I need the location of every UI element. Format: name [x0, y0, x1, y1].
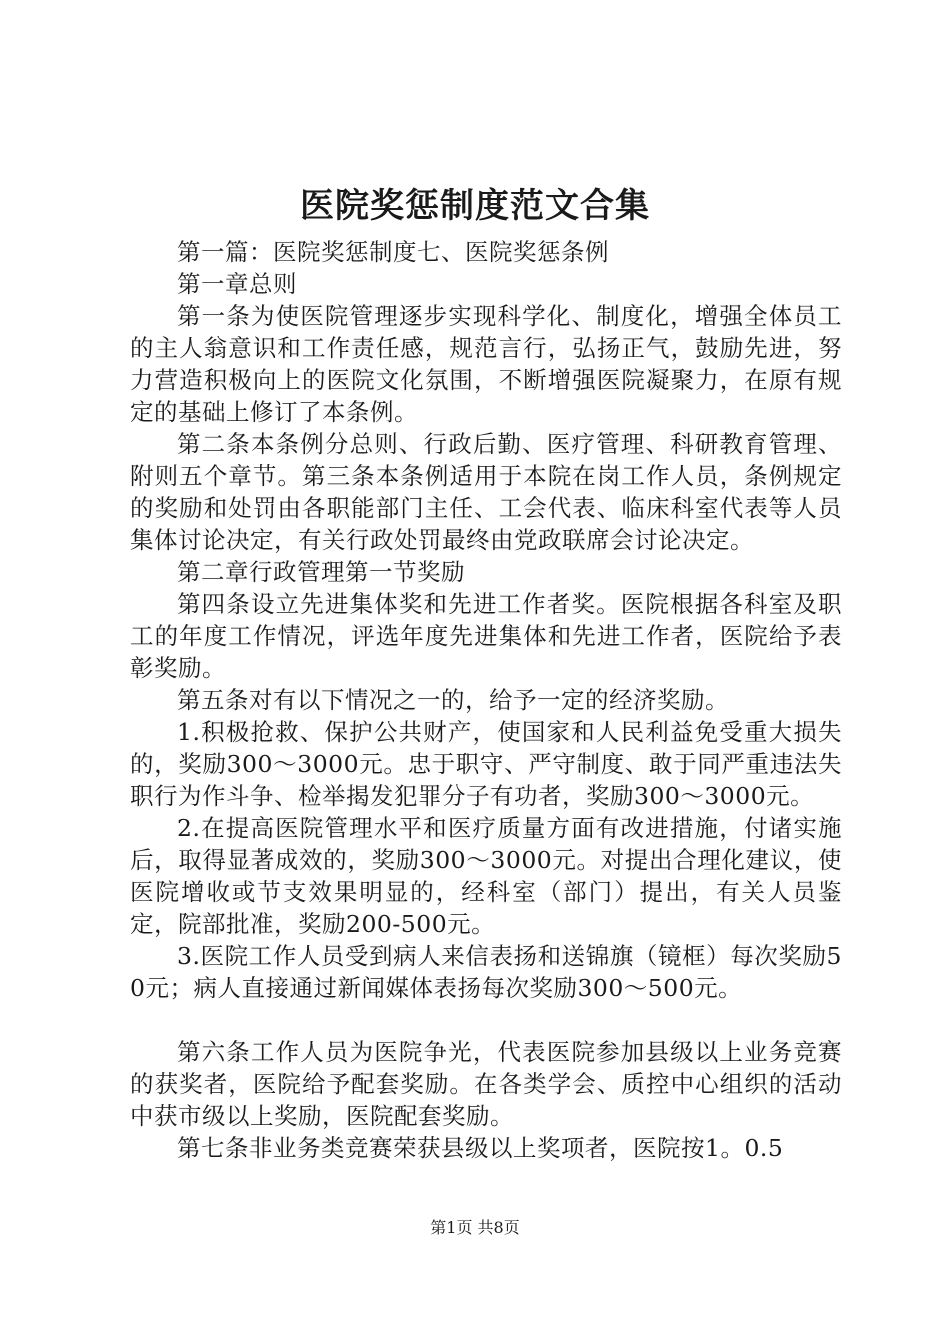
page-footer: 第1页 共8页	[430, 1218, 520, 1237]
document-body	[130, 236, 842, 1164]
paragraph-spacer	[130, 1004, 842, 1036]
paragraph-heading-part-one: 第一篇：医院奖惩制度七、医院奖惩条例	[177, 238, 609, 266]
paragraph-chapter-two: 第二章行政管理第一节奖励	[177, 558, 465, 586]
paragraph-item-two: 2.在提高医院管理水平和医疗质量方面有改进措施，付诸实施后，取得显著成效的，奖励300～3000元。对提出合理化建议，使医院增收或节支效果明显的，经科室（部门）提出，有关人员鉴定，院部批准，奖励200-500元。	[130, 814, 842, 938]
paragraph-item-one: 1.积极抢救、保护公共财产，使国家和人民利益免受重大损失的，奖励300～3000元。忠于职守、严守制度、敢于同严重违法失职行为作斗争、检举揭发犯罪分子有功者，奖励300～3000元。	[130, 718, 842, 810]
paragraph-chapter-one: 第一章总则	[177, 270, 297, 298]
paragraph-article-seven: 第七条非业务类竞赛荣获县级以上奖项者，医院按1。0.5	[177, 1134, 784, 1162]
paragraph-article-four: 第四条设立先进集体奖和先进工作者奖。医院根据各科室及职工的年度工作情况，评选年度先进集体和先进工作者，医院给予表彰奖励。	[130, 590, 842, 682]
paragraph-item-three: 3.医院工作人员受到病人来信表扬和送锦旗（镜框）每次奖励50元；病人直接通过新闻媒体表扬每次奖励300～500元。	[130, 942, 842, 1002]
paragraph-article-one: 第一条为使医院管理逐步实现科学化、制度化，增强全体员工的主人翁意识和工作责任感，规范言行，弘扬正气，鼓励先进，努力营造积极向上的医院文化氛围，不断增强医院凝聚力，在原有规定的基础上修订了本条例。	[130, 302, 842, 426]
document-title: 医院奖惩制度范文合集	[300, 186, 650, 226]
paragraph-article-two-three: 第二条本条例分总则、行政后勤、医疗管理、科研教育管理、附则五个章节。第三条本条例适用于本院在岗工作人员，条例规定的奖励和处罚由各职能部门主任、工会代表、临床科室代表等人员集体讨论决定，有关行政处罚最终由党政联席会讨论决定。	[130, 430, 842, 554]
paragraph-article-six: 第六条工作人员为医院争光，代表医院参加县级以上业务竞赛的获奖者，医院给予配套奖励。在各类学会、质控中心组织的活动中获市级以上奖励，医院配套奖励。	[130, 1038, 842, 1130]
paragraph-article-five: 第五条对有以下情况之一的，给予一定的经济奖励。	[177, 686, 729, 714]
